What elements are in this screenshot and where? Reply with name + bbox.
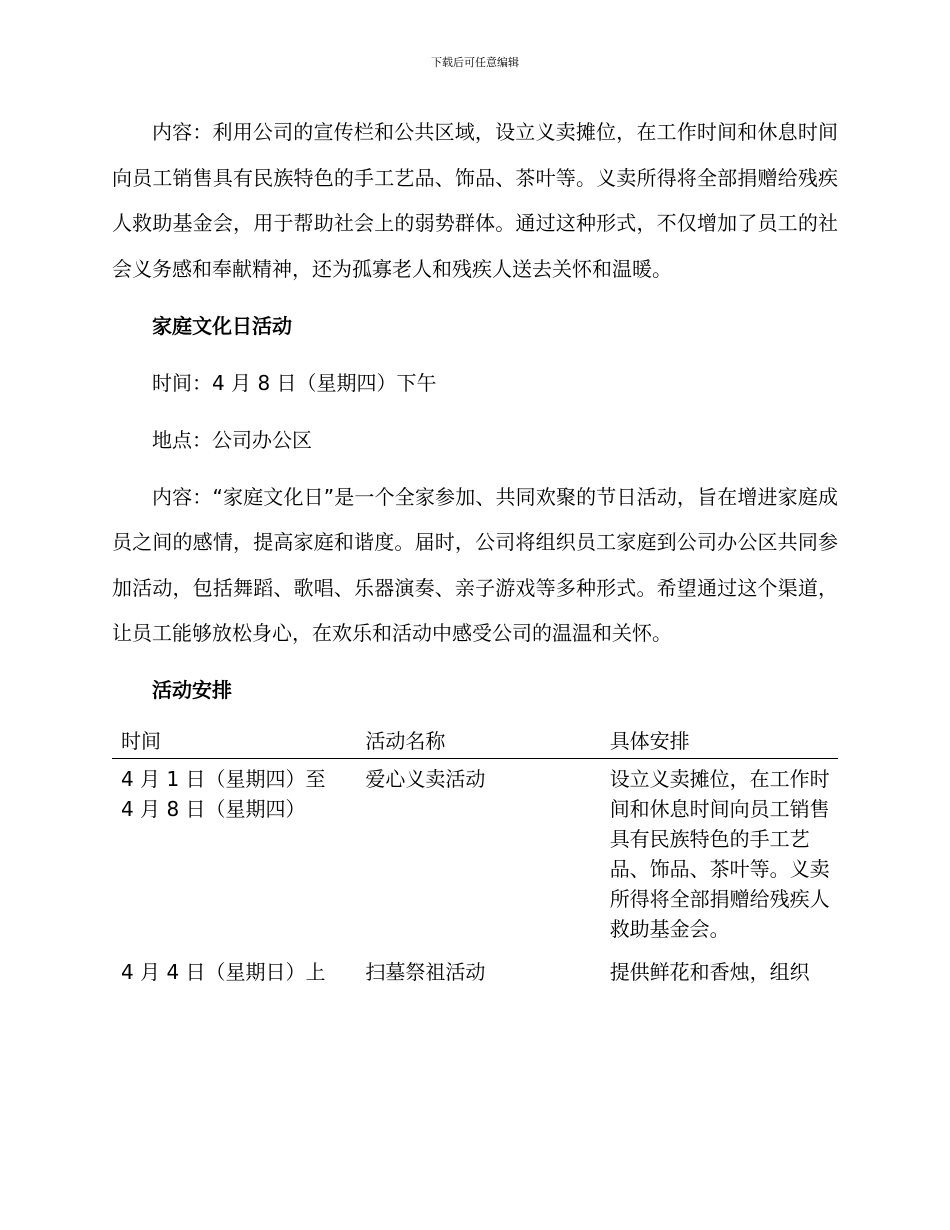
schedule-heading: 活动安排 (152, 678, 232, 702)
family-day-time: 时间：4 月 8 日（星期四）下午 (152, 370, 437, 395)
row-activity-name: 扫墓祭祖活动 (365, 959, 486, 984)
row-details: 设立义卖摊位，在工作时间和休息时间向员工销售具有民族特色的手工艺品、饰品、茶叶等。义卖所得将全部捐赠给残疾人救助基金会。 (609, 766, 830, 941)
page-header-note: 下载后可任意编辑 (431, 56, 519, 69)
row-activity-name: 爱心义卖活动 (365, 766, 486, 791)
row-time: 4 月 4 日（星期日）上 (121, 959, 326, 984)
header-details: 具体安排 (601, 724, 838, 759)
table-row (112, 758, 838, 952)
charity-content-paragraph: 内容：利用公司的宣传栏和公共区域，设立义卖摊位，在工作时间和休息时间向员工销售具有民族特色的手工艺品、饰品、茶叶等。义卖所得将全部捐赠给残疾人救助基金会，用于帮助社会上的弱势群体。通过这种形式，不仅增加了员工的社会义务感和奉献精神，还为孤寡老人和残疾人送去关怀和温暖。 (112, 120, 838, 281)
row-time: 4 月 1 日（星期四）至 4 月 8 日（星期四） (121, 766, 326, 821)
family-day-heading: 家庭文化日活动 (152, 313, 292, 338)
table-row (112, 952, 838, 995)
schedule-header-row (112, 724, 838, 759)
row-details: 提供鲜花和香烛，组织 (609, 959, 810, 984)
header-activity-name: 活动名称 (356, 724, 600, 759)
document-body (112, 110, 838, 995)
schedule-table (112, 724, 838, 995)
family-day-content-paragraph: 内容：“家庭文化日”是一个全家参加、共同欢聚的节日活动，旨在增进家庭成员之间的感情，提高家庭和谐度。届时，公司将组织员工家庭到公司办公区共同参加活动，包括舞蹈、歌唱、乐器演奏、亲子游戏等多种形式。希望通过这个渠道，让员工能够放松身心，在欢乐和活动中感受公司的温温和关怀。 (112, 484, 838, 645)
family-day-place: 地点：公司办公区 (152, 427, 312, 452)
header-time: 时间 (112, 724, 356, 759)
